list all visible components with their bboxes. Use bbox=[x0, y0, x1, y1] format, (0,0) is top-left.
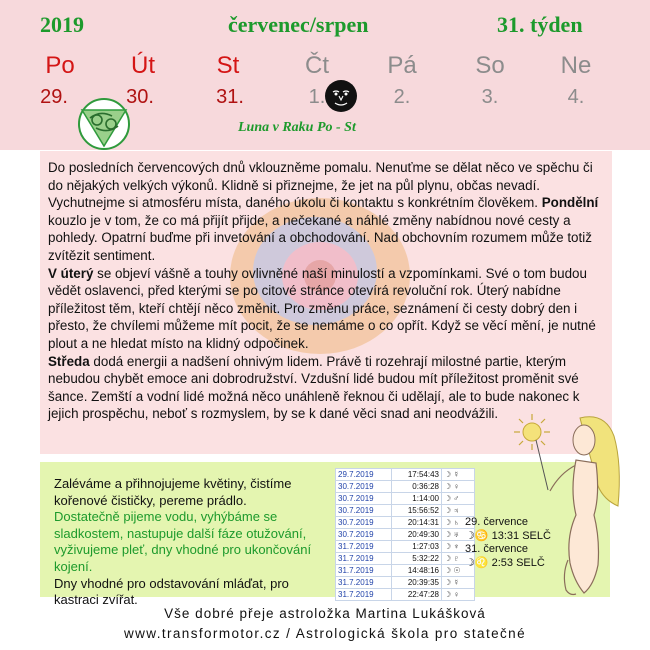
wednesday-label: Středa bbox=[48, 353, 90, 369]
month-label: červenec/srpen bbox=[228, 12, 369, 37]
wednesday-text: dodá energii a nadšení ohnivým lidem. Právě ti rozehrají milostné partie, kterým nebudou chybět emoce ani dobrodružství. Vzdušní lidé budou mít příležitost proměnit své šance. Zemští a vodní lidé možná něco unáhleně řeknou či udělají, ale to bude nakonec k jejich prospěchu, neboť s rozmyslem, by se k dané věci snad ani neodvážili. bbox=[48, 353, 580, 422]
table-row: 31.7.2019 1:27:03 ☽ ♆ bbox=[336, 541, 475, 553]
new-moon-icon bbox=[324, 79, 358, 113]
date-tue: 30. bbox=[126, 86, 154, 108]
date-sun: 4. bbox=[567, 86, 585, 108]
day-tue: Út bbox=[131, 52, 155, 79]
intro-paragraph: Do posledních červencových dnů vklouzněme pomalu. Nenuťme se dělat něco ve spěchu či do nějakých velkých výkonů. Klidně si přiznejme, že jet na půl plynu, občas nevadí. Vychutnejme si atmosféru místa, daného úkolu či kontaktu s konkrétním člověkem. bbox=[48, 160, 593, 211]
tuesday-text: se objeví vášně a touhy ovlivněné naší minulostí a vzpomínkami. Své o tom budou vědět oslavenci, před kterými se po citové stránce otevírá revoluční rok. Úterý nabídne příležitost těm, kteří chtějí něco změnit. Pro změnu práce, seznámení či cesty dobrý den i přesto, že chvílemi můžeme mít pocit, že se nemáme o co opřít. Když se věcí mění, je nutné plout a ne hledat místo na klidný odpočinek. bbox=[48, 265, 596, 351]
moon-in-sign: Luna v Raku Po - St bbox=[238, 120, 356, 135]
table-row: 30.7.2019 0:36:28 ☽ ♀ bbox=[336, 481, 475, 493]
table-row: 31.7.2019 20:39:35 ☽ ☿ bbox=[336, 577, 475, 589]
day-mon: Po bbox=[45, 52, 75, 79]
tips-text bbox=[54, 476, 334, 609]
tuesday-label: V úterý bbox=[48, 265, 94, 281]
ingress-date-1: 29. července bbox=[465, 516, 528, 528]
day-sun: Ne bbox=[560, 52, 592, 79]
cancer-water-icon bbox=[76, 98, 132, 150]
ingress-time-1: ☽♋ 13:31 SELČ bbox=[465, 529, 551, 542]
year-label: 2019 bbox=[40, 12, 84, 37]
table-row: 30.7.2019 1:14:00 ☽ ♂ bbox=[336, 493, 475, 505]
footer-signature: Vše dobré přeje astroložka Martina Lukášková bbox=[164, 606, 486, 621]
main-text-panel bbox=[40, 151, 612, 454]
table-row: 30.7.2019 20:14:31 ☽ ♄ bbox=[336, 517, 475, 529]
date-wed: 31. bbox=[216, 86, 244, 108]
table-row: 31.7.2019 5:32:22 ☽ ♇ bbox=[336, 553, 475, 565]
monday-label: Pondělní bbox=[541, 195, 599, 211]
moon-ingress-info bbox=[465, 516, 551, 570]
table-row: 31.7.2019 22:47:28 ☽ ♀ bbox=[336, 589, 475, 601]
day-fri: Pá bbox=[387, 52, 417, 79]
footer-website[interactable]: www.transformotor.cz / Astrologická škola pro statečné bbox=[124, 626, 526, 641]
date-mon: 29. bbox=[40, 86, 68, 108]
day-wed: St bbox=[216, 52, 240, 79]
animal-tip: Dny vhodné pro odstavování mláďat, pro kastraci zvířat. bbox=[54, 575, 289, 608]
date-thu: 1. bbox=[308, 86, 326, 108]
ingress-date-2: 31. července bbox=[465, 543, 528, 555]
week-label: 31. týden bbox=[497, 12, 583, 37]
horoscope-text bbox=[48, 159, 604, 423]
monday-text: kouzlo je v tom, že co má přijít přijde, a nečekané a náhlé změny nabídnou nové cesty a pohledy. Opatrní buďme při invetování a obchodování. Nad obchovním rozumem může totiž zvítězit sentiment. bbox=[48, 212, 592, 263]
day-sat: So bbox=[475, 52, 505, 79]
health-tip: Dostatečně pijeme vodu, vyhýbáme se sladkostem, nastupuje další fáze otužování, vyživujeme pleť, dny vhodné pro ukončování kojení. bbox=[54, 509, 312, 574]
garden-tip: Zaléváme a přihnojujeme květiny, čistíme kořenové čističky, pereme prádlo. bbox=[54, 476, 292, 508]
table-row: 29.7.2019 17:54:43 ☽ ☿ bbox=[336, 469, 475, 481]
table-row: 30.7.2019 20:49:30 ☽ ♅ bbox=[336, 529, 475, 541]
table-row: 31.7.2019 14:48:16 ☽ ☉ bbox=[336, 565, 475, 577]
date-fri: 2. bbox=[393, 86, 411, 108]
ingress-time-2: ☽♌ 2:53 SELČ bbox=[465, 556, 545, 569]
table-row: 30.7.2019 15:56:52 ☽ ♃ bbox=[336, 505, 475, 517]
day-thu: Čt bbox=[305, 52, 329, 79]
date-sat: 3. bbox=[481, 86, 499, 108]
aspect-table bbox=[335, 468, 475, 601]
woman-illustration bbox=[510, 410, 640, 605]
